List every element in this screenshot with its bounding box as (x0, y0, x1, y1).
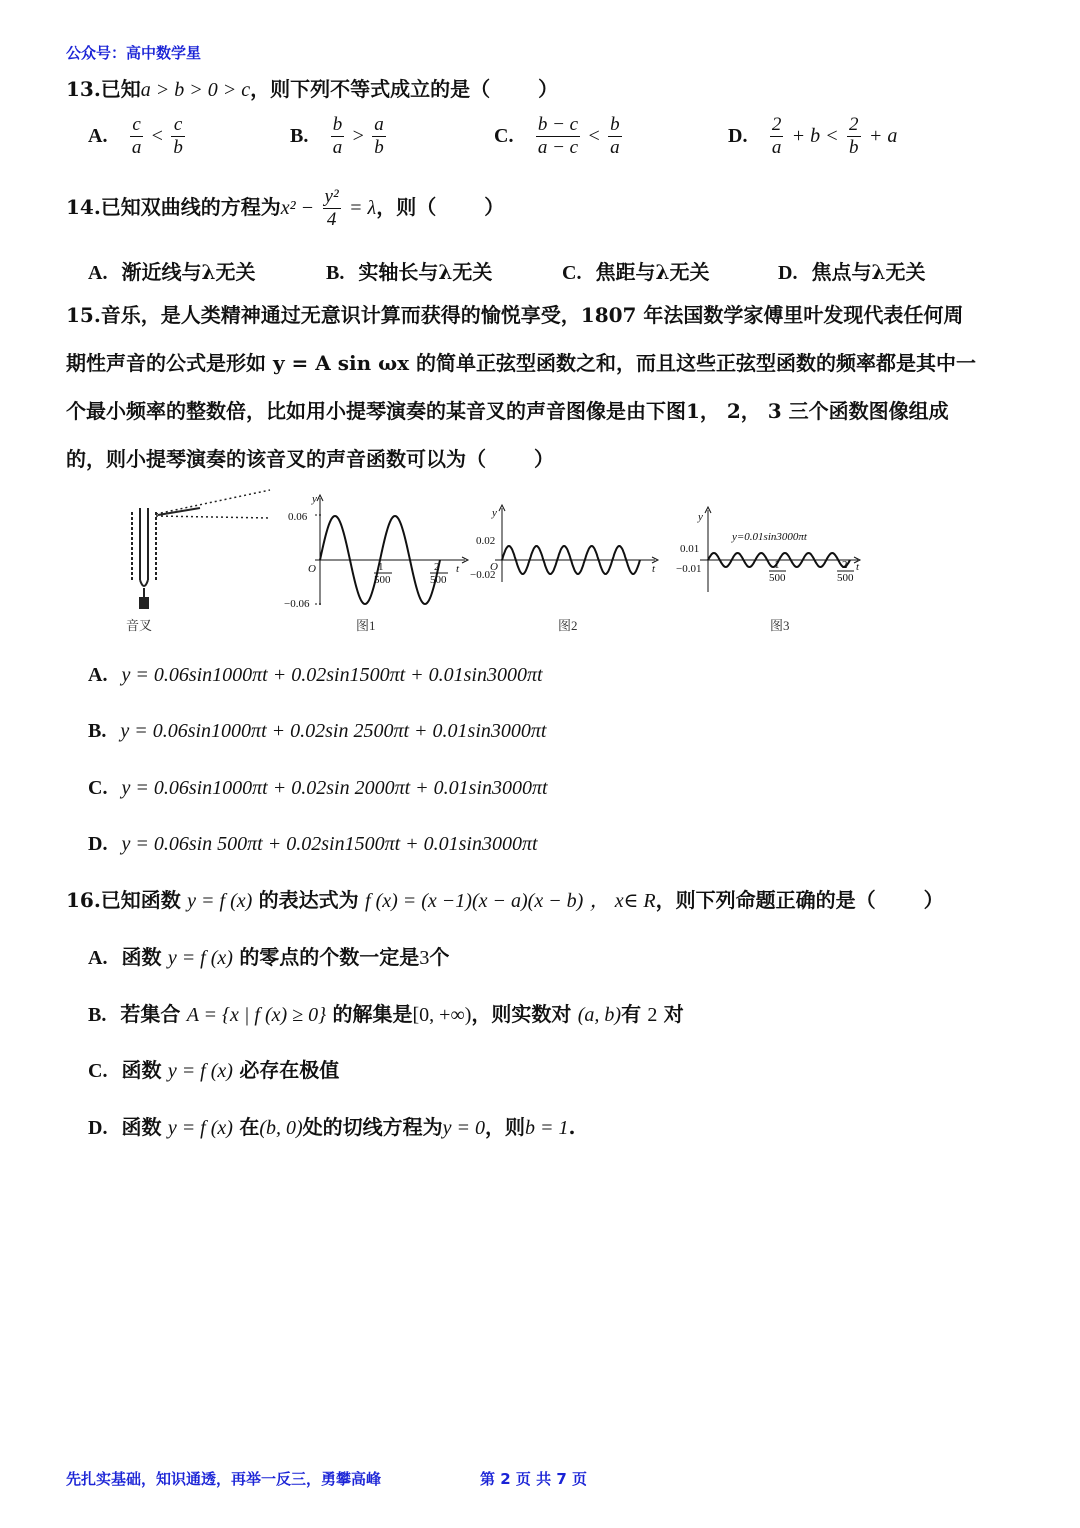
svg-text:1: 1 (774, 559, 780, 571)
option-label: B. (290, 125, 309, 147)
q13-option-b[interactable]: B. $\frac{b}{a}$ > $\frac{a}{b}$ (290, 114, 384, 158)
q15-line1: 15.音乐，是人类精神通过无意识计算而获得的愉悦享受，1807 年法国数学家傅里叶发现代表任何周 (66, 303, 964, 327)
q13-pre: 已知 (100, 77, 141, 101)
svg-text:−0.06: −0.06 (284, 598, 310, 610)
svg-text:0.01: 0.01 (680, 543, 700, 555)
svg-text:y: y (492, 507, 497, 519)
svg-text:0.06: 0.06 (288, 511, 308, 523)
q15-line3: 个最小频率的整数倍，比如用小提琴演奏的某音叉的声音图像是由下图1， 2， 3 三个函数图像组成 (66, 399, 949, 423)
q14-option-b[interactable]: B. 实轴长与λ无关 (326, 260, 493, 284)
fraction: $\frac{b}{a}$ (332, 114, 343, 158)
svg-text:500: 500 (837, 572, 854, 584)
q14-option-c[interactable]: C. 焦距与λ无关 (562, 260, 710, 284)
svg-text:t: t (456, 563, 460, 575)
fraction: $\frac{c}{b}$ (173, 114, 183, 158)
svg-text:500: 500 (769, 572, 786, 584)
svg-text:2: 2 (434, 561, 440, 573)
q16-option-a[interactable]: A. 函数 y = f (x) 的零点的个数一定是3个 (88, 945, 450, 969)
figure-2-graph (470, 505, 658, 582)
footer-page-number: 第 2 页 共 7 页 (480, 1470, 587, 1488)
option-label: A. (88, 125, 108, 147)
q16-option-d[interactable]: D. 函数 y = f (x) 在(b, 0)处的切线方程为y = 0，则b = 1. (88, 1115, 576, 1139)
fraction: $\frac{2}{a}$ (771, 114, 782, 158)
svg-text:O: O (490, 561, 498, 573)
figure-1-graph (284, 493, 468, 610)
fraction: $\frac{c}{a}$ (131, 114, 142, 158)
svg-text:t: t (856, 561, 860, 573)
q13-option-a[interactable]: A. $\frac{c}{a}$ < $\frac{c}{b}$ (88, 114, 183, 158)
q13-post: ，则下列不等式成立的是（ (250, 77, 491, 101)
q15-option-a[interactable]: A. y = 0.06sin1000πt + 0.02sin1500πt + 0.01sin3000πt (88, 664, 543, 686)
option-label: C. (494, 125, 514, 147)
q13-option-d[interactable]: D. $\frac{2}{a}$ + b < $\frac{2}{b}$ + a (728, 114, 898, 158)
q14-option-a[interactable]: A. 渐近线与λ无关 (88, 260, 256, 284)
svg-text:500: 500 (374, 574, 391, 586)
caption-fork: 音叉 (126, 618, 153, 633)
svg-text:y: y (698, 511, 703, 523)
fraction: $\frac{a}{b}$ (374, 114, 384, 158)
q13-close: ） (538, 77, 559, 101)
svg-text:−0.01: −0.01 (676, 563, 702, 575)
q15-figure (110, 480, 870, 640)
caption-fig3: 图3 (770, 618, 790, 633)
figure-3-graph (676, 507, 860, 592)
caption-fig1: 图1 (356, 618, 376, 633)
q15-option-d[interactable]: D. y = 0.06sin 500πt + 0.02sin1500πt + 0.01sin3000πt (88, 833, 538, 855)
q14-pre: 已知双曲线的方程为 (100, 195, 281, 219)
q15-line2: 期性声音的公式是形如 y = A sin ωx 的简单正弦型函数之和，而且这些正弦型函数的频率都是其中一 (66, 351, 977, 375)
svg-text:2: 2 (842, 559, 848, 571)
question-16-stem: 16.已知函数 y = f (x) 的表达式为 f (x) = (x −1)(x − a)(x − b) ， x∈ R，则下列命题正确的是（ ） (66, 888, 944, 912)
q14-number: 14. (66, 195, 101, 219)
question-13-stem (66, 76, 558, 103)
q15-option-c[interactable]: C. y = 0.06sin1000πt + 0.02sin 2000πt + 0.01sin3000πt (88, 777, 548, 799)
svg-text:1: 1 (378, 561, 384, 573)
q15-option-b[interactable]: B. y = 0.06sin1000πt + 0.02sin 2500πt + 0.01sin3000πt (88, 720, 547, 742)
fig3-equation: y=0.01sin3000πt (732, 531, 807, 543)
fraction: $\frac{\text{y²}}{4}$ (324, 186, 339, 230)
header-tag: 公众号：高中数学星 (66, 44, 202, 62)
q14-option-d[interactable]: D. 焦点与λ无关 (778, 260, 926, 284)
svg-text:−0.02: −0.02 (470, 569, 496, 581)
option-label: D. (728, 125, 748, 147)
tuning-fork-icon (132, 490, 270, 608)
fraction: $\frac{2}{b}$ (849, 114, 859, 158)
q16-option-c[interactable]: C. 函数 y = f (x) 必存在极值 (88, 1058, 340, 1082)
q13-number: 13. (66, 77, 101, 101)
q13-condition: a > b > 0 > c (140, 79, 251, 101)
q15-line4: 的，则小提琴演奏的该音叉的声音函数可以为（ ） (66, 447, 554, 471)
svg-text:500: 500 (430, 574, 447, 586)
question-14-stem: 14.已知双曲线的方程为x² − $\frac{\text{y²}}{4}$ = λ，则（ ） (66, 186, 505, 230)
fraction: $\frac{b}{a}$ (610, 114, 620, 158)
question-15-stem (66, 291, 1022, 483)
svg-text:O: O (308, 563, 316, 575)
q16-option-b[interactable]: B. 若集合 A = {x | f (x) ≥ 0} 的解集是[0, +∞)，则实数对 (a, b)有 2 对 (88, 1002, 684, 1026)
svg-text:y: y (312, 493, 317, 505)
caption-fig2: 图2 (558, 618, 578, 633)
svg-text:t: t (652, 563, 656, 575)
svg-text:0.02: 0.02 (476, 535, 496, 547)
q13-option-c[interactable]: C. $\frac{b - c}{a - c}$ < $\frac{b}{a}$ (494, 114, 620, 158)
footer-motto: 先扎实基础，知识通透，再举一反三，勇攀高峰 (66, 1470, 382, 1488)
fraction: $\frac{b - c}{a - c}$ (537, 114, 579, 158)
